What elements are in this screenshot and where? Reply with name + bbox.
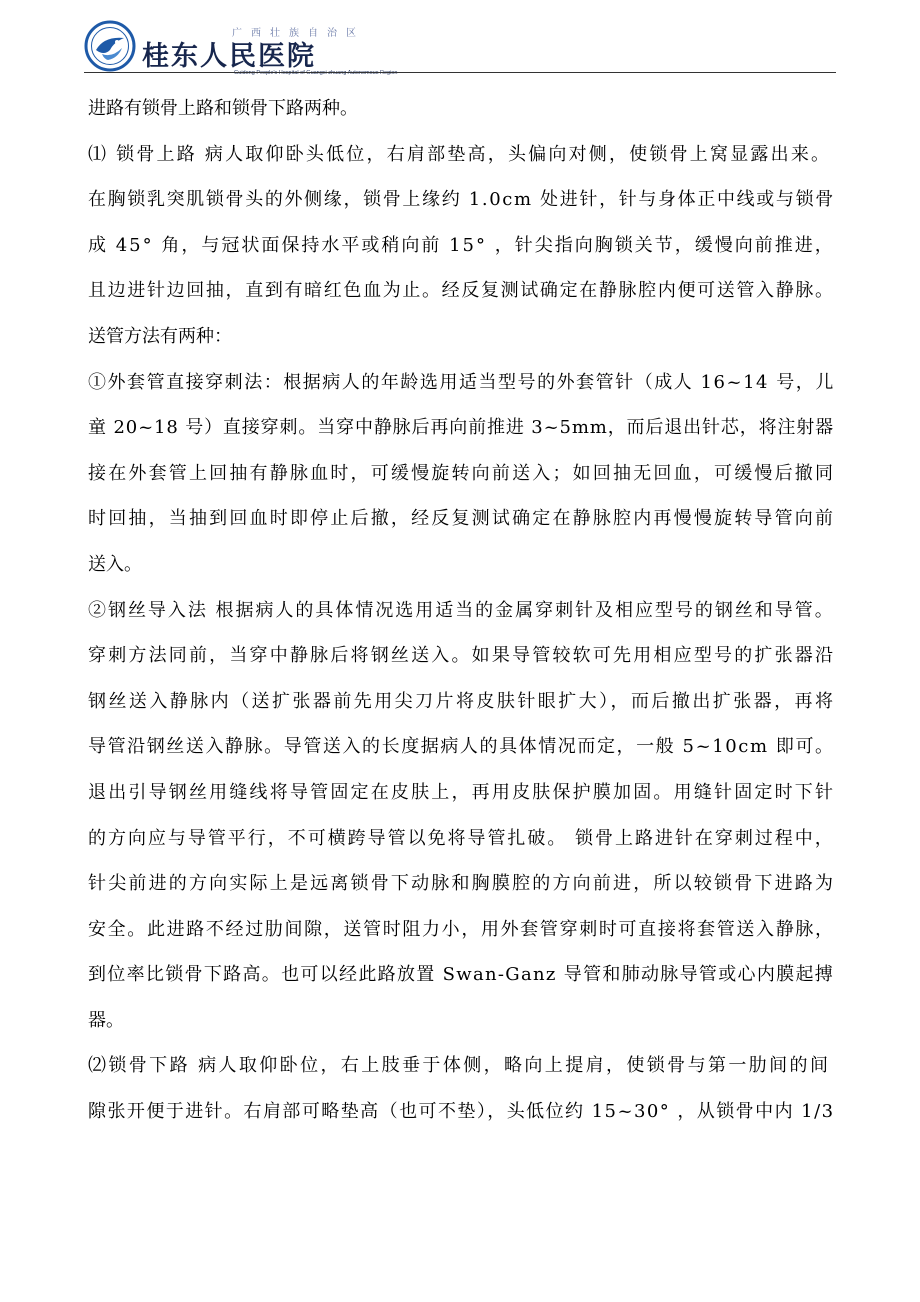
text-line: 时回抽，当抽到回血时即停止后撤，经反复测试确定在静脉腔内再慢慢旋转导管向前 [88, 508, 836, 530]
text-line: 隙张开便于进针。右肩部可略垫高（也可不垫），头低位约 15~30° ，从锁骨中内 1/3 [88, 1101, 835, 1123]
text-line: 针尖前进的方向实际上是远离锁骨下动脉和胸膜腔的方向前进，所以较锁骨下进路为 [88, 873, 836, 895]
text-line: 退出引导钢丝用缝线将导管固定在皮肤上，再用皮肤保护膜加固。用缝针固定时下针 [88, 781, 836, 803]
hospital-emblem-icon [84, 20, 136, 72]
text-line: 且边进针边回抽，直到有暗红色血为止。经反复测试确定在静脉腔内便可送管入静脉。 [88, 280, 835, 302]
text-line: ⑴ 锁骨上路 病人取仰卧头低位，右肩部垫高，头偏向对侧，使锁骨上窝显露出来。 [88, 143, 832, 165]
text-line: 在胸锁乳突肌锁骨头的外侧缘，锁骨上缘约 1.0cm 处进针，针与身体正中线或与锁骨 [88, 189, 835, 211]
text-line: 接在外套管上回抽有静脉血时，可缓慢旋转向前送入；如回抽无回血，可缓慢后撤同 [88, 462, 836, 484]
text-line: 安全。此进路不经过肋间隙，送管时阻力小，用外套管穿刺时可直接将套管送入静脉， [88, 918, 835, 940]
text-line: 送管方法有两种： [88, 325, 232, 347]
text-line: 钢丝送入静脉内（送扩张器前先用尖刀片将皮肤针眼扩大），而后撤出扩张器，再将 [88, 690, 836, 712]
text-line: ⑵锁骨下路 病人取仰卧位，右上肢垂于体侧，略向上提肩，使锁骨与第一肋间的间 [88, 1055, 831, 1077]
document-body [88, 94, 836, 1143]
text-line: 成 45° 角，与冠状面保持水平或稍向前 15° ，针尖指向胸锁关节，缓慢向前推进， [88, 234, 835, 256]
region-label: 广西壮族自治区 [232, 28, 365, 39]
text-line: ②钢丝导入法 根据病人的具体情况选用适当的金属穿刺针及相应型号的钢丝和导管。 [88, 599, 835, 621]
text-line: 送入。 [88, 553, 142, 575]
text-line: 导管沿钢丝送入静脉。导管送入的长度据病人的具体情况而定，一般 5~10cm 即可。 [88, 736, 835, 758]
text-line: 童 20~18 号）直接穿刺。当穿中静脉后再向前推进 3~5mm，而后退出针芯，将注射器 [88, 417, 835, 439]
text-line: 到位率比锁骨下路高。也可以经此路放置 Swan-Ganz 导管和肺动脉导管或心内膜起搏 [88, 964, 835, 986]
text-line: 进路有锁骨上路和锁骨下路两种。 [88, 98, 358, 119]
text-line: 器。 [88, 1009, 124, 1031]
text-line: ①外套管直接穿刺法：根据病人的年龄选用适当型号的外套管针（成人 16~14 号，儿 [88, 371, 835, 393]
text-line: 穿刺方法同前，当穿中静脉后将钢丝送入。如果导管较软可先用相应型号的扩张器沿 [88, 645, 836, 667]
letterhead [84, 14, 836, 76]
hospital-name: 桂东人民医院 [142, 41, 316, 72]
text-line: 的方向应与导管平行，不可横跨导管以免将导管扎破。 锁骨上路进针在穿刺过程中， [88, 827, 835, 849]
hospital-name-english: Guidong People's Hospital of Guangxi zhuang Autonomous Region [234, 70, 398, 76]
header-divider [84, 72, 836, 73]
